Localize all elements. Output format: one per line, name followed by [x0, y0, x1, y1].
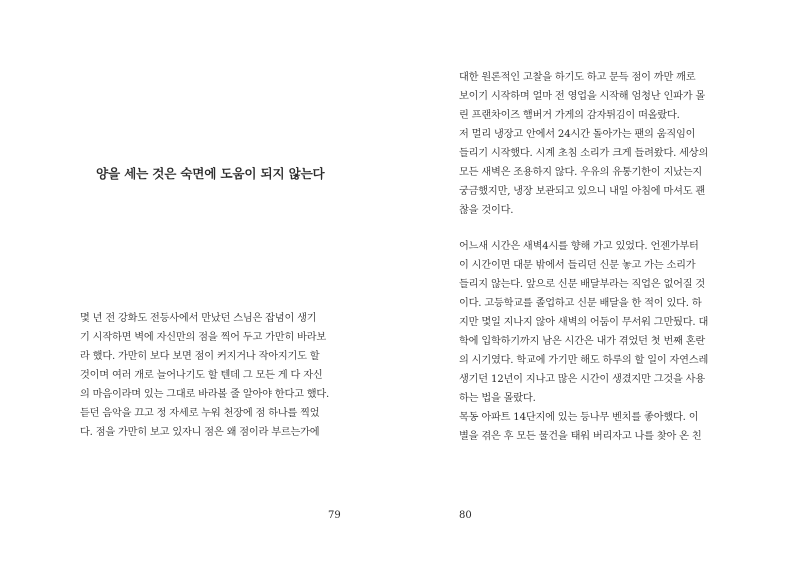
text-line: 의 시기였다. 학교에 가기만 해도 하루의 할 일이 자연스레: [459, 355, 709, 366]
right-page: [400, 0, 800, 585]
chapter-title: 양을 세는 것은 숙면에 도움이 되지 않는다: [96, 166, 325, 181]
text-line: 린 프랜차이즈 햄버거 가게의 감자튀김이 떠올랐다.: [459, 110, 680, 121]
text-line: 다. 점을 가만히 보고 있자니 점은 왜 점이라 부르는가에: [80, 427, 320, 438]
text-line: 들리지 않는다. 앞으로 신문 배달부라는 직업은 없어질 것: [459, 279, 706, 290]
text-line: 어느새 시간은 새벽4시를 향해 가고 있었다. 언젠가부터: [459, 241, 699, 252]
text-line: 지만 몇일 지나지 않아 새벽의 어둠이 무서워 그만뒀다. 대: [459, 317, 709, 328]
text-line: 모든 새벽은 조용하지 않다. 우유의 유통기한이 지났는지: [459, 167, 703, 178]
text-line: 들리기 시작했다. 시계 초침 소리가 크게 들려왔다. 세상의: [459, 148, 709, 159]
text-line: 대한 원론적인 고찰을 하기도 하고 문득 점이 까만 깨로: [459, 72, 696, 83]
text-line: 찮을 것이다.: [459, 205, 514, 216]
text-line: 이 시간이면 대문 밖에서 들리던 신문 놓고 가는 소리가: [459, 260, 696, 271]
text-line: 학에 입학하기까지 남은 시간은 내가 겪었던 첫 번째 혼란: [459, 336, 706, 347]
text-line: 라 했다. 가만히 보다 보면 점이 커지거나 작아지기도 할: [80, 351, 320, 362]
page-number: 79: [328, 510, 341, 521]
text-line: 목동 아파트 14단지에 있는 등나무 벤치를 좋아했다. 이: [459, 412, 699, 423]
text-line: 몇 년 전 강화도 전등사에서 만났던 스님은 잡념이 생기: [80, 313, 317, 324]
text-line: 이다. 고등학교를 졸업하고 신문 배달을 한 적이 있다. 하: [459, 298, 702, 309]
text-line: 듣던 음악을 끄고 정 자세로 누워 천장에 점 하나를 찍었: [80, 408, 320, 419]
text-line: 것이며 여러 개로 늘어나기도 할 텐데 그 모든 게 다 자신: [80, 370, 323, 381]
text-line: 기 시작하면 벽에 자신만의 점을 찍어 두고 가만히 바라보: [80, 332, 327, 343]
text-line: 별을 겪은 후 모든 물건을 태워 버리자고 나를 찾아 온 친: [459, 431, 702, 442]
text-line: 의 마음이라며 있는 그대로 바라볼 줄 알아야 한다고 했다.: [80, 389, 330, 400]
text-line: 보이기 시작하며 얼마 전 영업을 시작해 엄청난 인파가 몰: [459, 91, 706, 102]
text-line: 생기던 12년이 지나고 많은 시간이 생겼지만 그것을 사용: [459, 374, 705, 385]
text-line: 저 멀리 냉장고 안에서 24시간 돌아가는 팬의 움직임이: [459, 129, 696, 140]
text-line: 하는 법을 몰랐다.: [459, 393, 536, 404]
page-number: 80: [459, 510, 472, 521]
text-line: 궁금했지만, 냉장 보관되고 있으니 내일 아침에 마셔도 괜: [459, 186, 706, 197]
